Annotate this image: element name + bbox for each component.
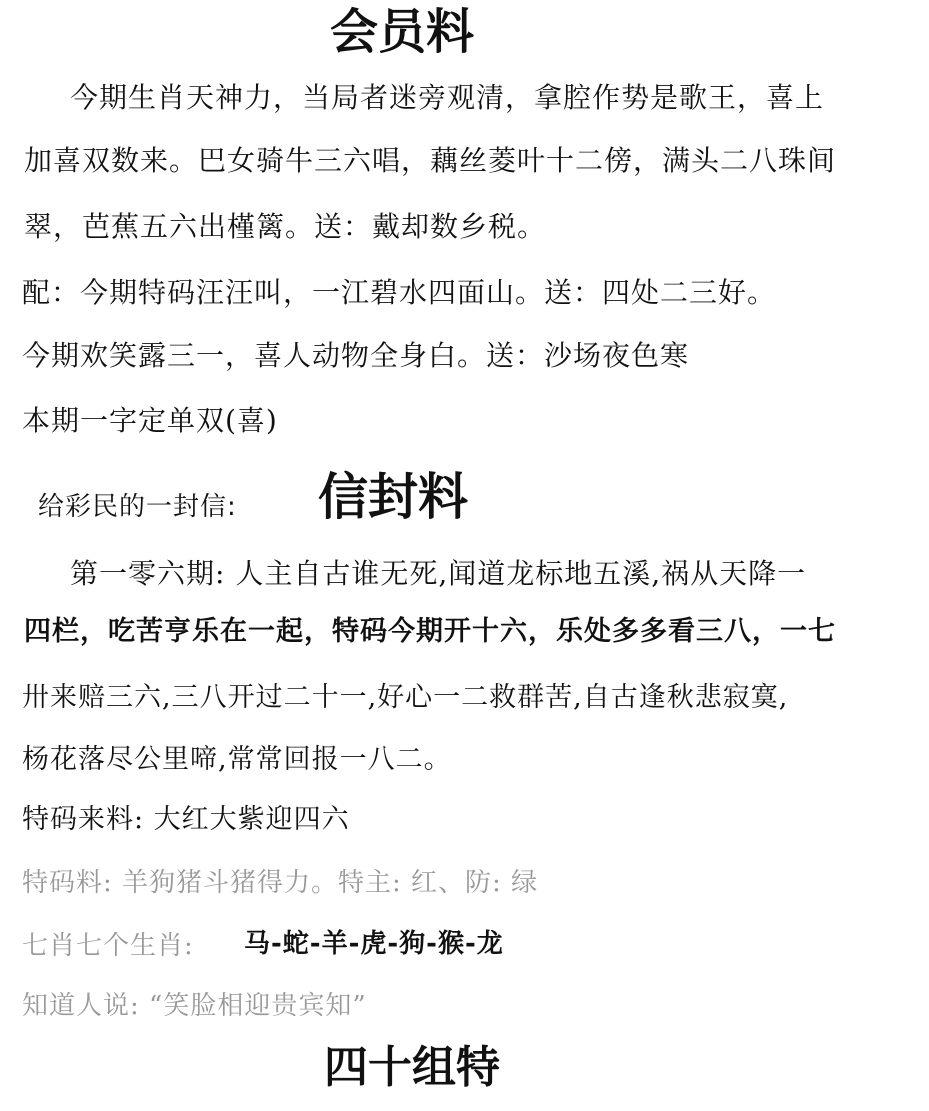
letter-intro: 给彩民的一封信:: [38, 492, 237, 522]
envelope-line-1: 第一零六期: 人主自古谁无死,闻道龙标地五溪,祸从天降一: [70, 557, 807, 590]
envelope-title: 信封料: [318, 468, 468, 526]
special-material-line: 特码料: 羊狗猪斗猪得力。特主: 红、防: 绿: [22, 868, 539, 898]
member-line-3: 翠，芭蕉五六出槿篱。送：戴却数乡税。: [24, 210, 547, 243]
seven-zodiac-label: 七肖七个生肖:: [22, 931, 194, 961]
forty-group-title: 四十组特: [324, 1042, 500, 1093]
envelope-line-2: 四栏，吃苦亨乐在一起，特码今期开十六，乐处多多看三八，一七: [24, 616, 836, 647]
special-code-line: 特码来料: 大红大紫迎四六: [22, 804, 350, 835]
member-title: 会员料: [330, 4, 475, 60]
member-line-2: 加喜双数来。巴女骑牛三六唱，藕丝菱叶十二傍，满头二八珠间: [24, 144, 837, 177]
saying-line: 知道人说: “笑脸相迎贵宾知”: [22, 991, 367, 1021]
member-line-6: 本期一字定单双(喜): [22, 404, 278, 437]
envelope-line-4: 杨花落尽公里啼,常常回报一八二。: [22, 744, 452, 775]
member-line-4: 配：今期特码汪汪叫，一江碧水四面山。送：四处二三好。: [22, 276, 777, 309]
member-line-5: 今期欢笑露三一，喜人动物全身白。送：沙场夜色寒: [22, 339, 690, 372]
envelope-line-3: 卅来赔三六,三八开过二十一,好心一二救群苦,自古逢秋悲寂寞,: [22, 682, 789, 713]
seven-zodiac-list: 马-蛇-羊-虎-狗-猴-龙: [244, 929, 504, 959]
member-line-1: 今期生肖天神力，当局者迷旁观清，拿腔作势是歌王，喜上: [70, 81, 825, 114]
